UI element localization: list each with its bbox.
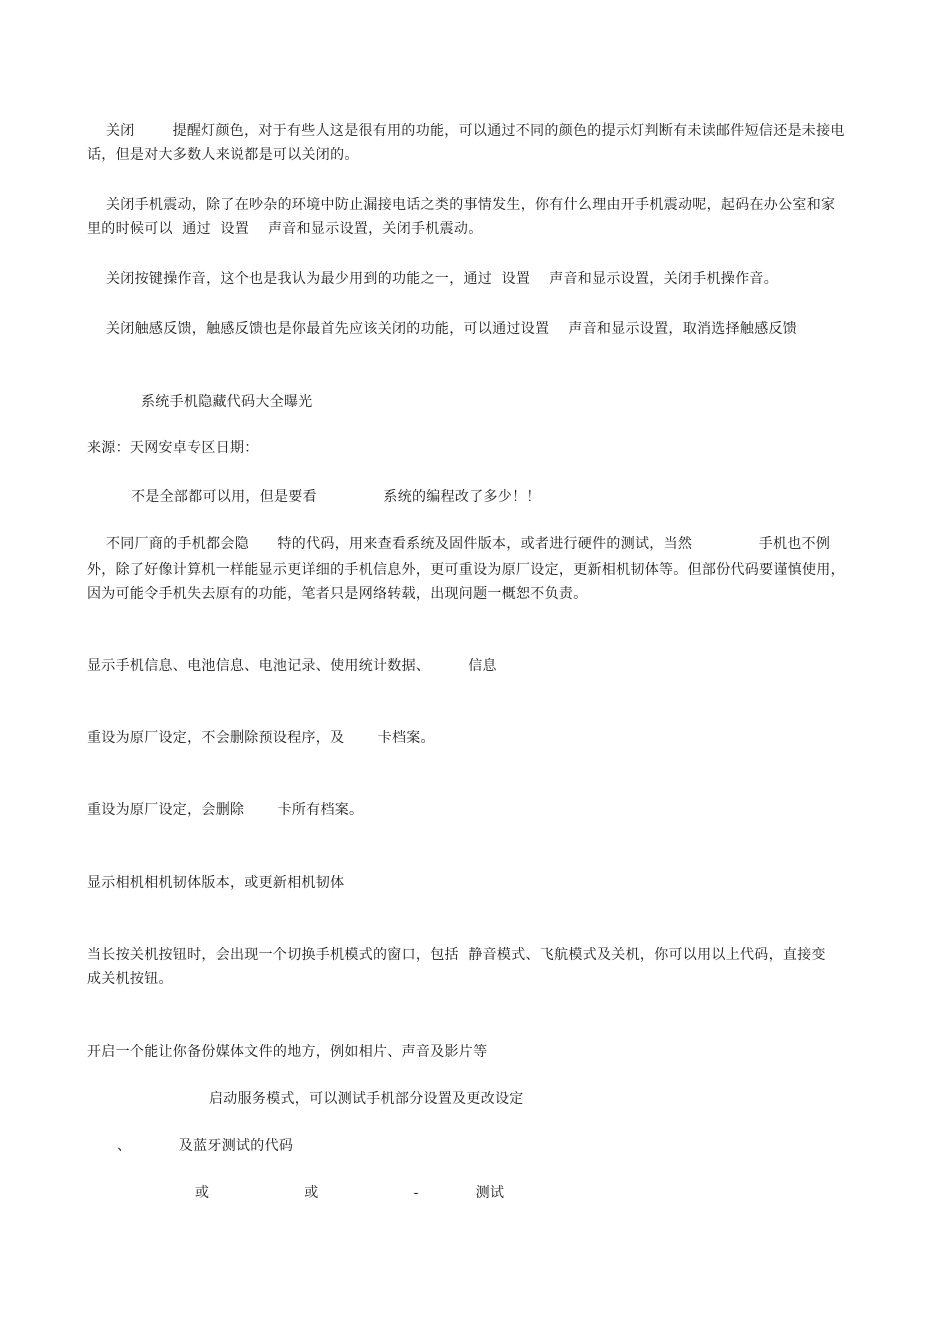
code-desc-service-mode: 启动服务模式，可以测试手机部分设置及更改设定 [209,1091,524,1107]
paragraph-led-line-2: 话，但是对大多数人来说都是可以关闭的。 [87,147,359,163]
paragraph-haptic: 关闭触感反馈，触感反馈也是你最首先应该关闭的功能，可以通过设置 声音和显示设置，取消选择触感反馈 [87,321,798,337]
paragraph-keytone: 关闭按键操作音，这个也是我认为最少用到的功能之一，通过 设置 声音和显示设置，关闭手机操作音。 [87,271,778,287]
code-desc-factory-reset-keep: 重设为原厂设定，不会删除预设程序，及 卡档案。 [87,730,435,746]
usage-note: 不是全部都可以用，但是要看 系统的编程改了多少！！ [131,489,541,505]
paragraph-led-line-1: 关闭 提醒灯颜色，对于有些人这是很有用的功能，可以通过不同的颜色的提示灯判断有未读邮件短信还是未接电 [87,123,845,139]
code-desc-phone-info: 显示手机信息、电池信息、电池记录、使用统计数据、 信息 [87,658,497,674]
section-title: 系统手机隐藏代码大全曝光 [141,394,313,410]
code-desc-camera-firmware: 显示相机相机韧体版本，或更新相机韧体 [87,875,345,891]
intro-line-2: 外，除了好像计算机一样能显示更详细的手机信息外，更可重设为原厂设定，更新相机韧体等。但部份代码要谨慎使用， [87,562,845,578]
intro-line-3: 因为可能令手机失去原有的功能，笔者只是网络转载，出现问题一概恕不负责。 [87,586,588,602]
paragraph-vibration-line-2: 里的时候可以 通过 设置 声音和显示设置，关闭手机震动。 [87,221,483,237]
code-desc-bluetooth-test: 、 及蓝牙测试的代码 [117,1138,294,1154]
code-desc-factory-reset-delete: 重设为原厂设定，会删除 卡所有档案。 [87,802,364,818]
code-desc-power-button-line-2: 成关机按钮。 [87,971,173,987]
code-desc-power-button-line-1: 当长按关机按钮时，会出现一个切换手机模式的窗口，包括 静音模式、飞航模式及关机，你可以用以上代码，直接变 [87,947,826,963]
source-line: 来源：天网安卓专区日期： [87,440,259,456]
code-desc-media-backup: 开启一个能让你备份媒体文件的地方，例如相片、声音及影片等 [87,1044,488,1060]
paragraph-vibration-line-1: 关闭手机震动，除了在吵杂的环境中防止漏接电话之类的事情发生，你有什么理由开手机震动呢，起码在办公室和家 [87,197,836,213]
intro-line-1: 不同厂商的手机都会隐 特的代码，用来查看系统及固件版本，或者进行硬件的测试，当然 手机也不例 [87,536,831,552]
code-desc-test-options: 或 或 - 测试 [195,1185,505,1201]
